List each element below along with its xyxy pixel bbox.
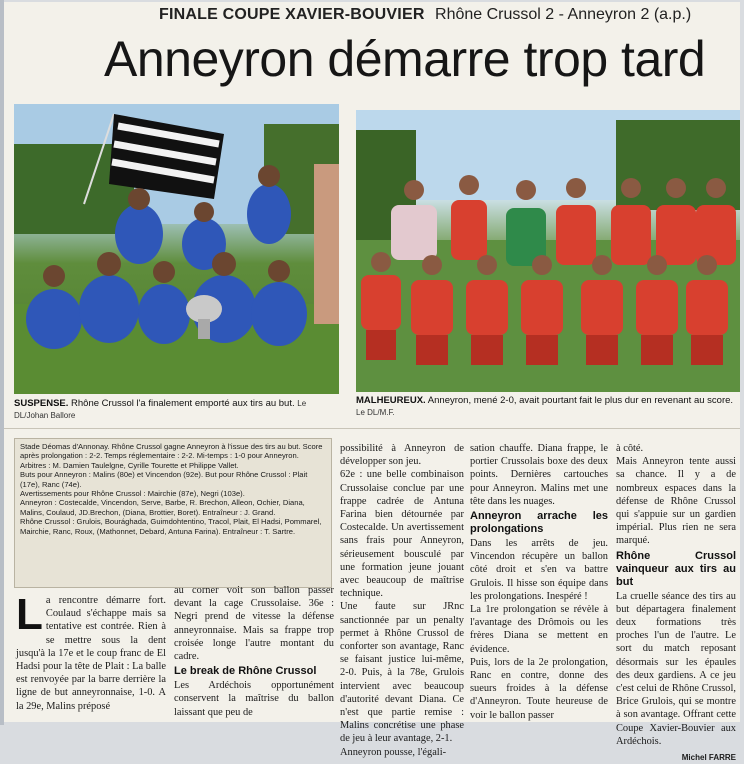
photo-celebration [14, 104, 339, 394]
caption-right [356, 395, 740, 419]
column-4-text-a: sation chauffe. Diana frappe, le portier Crussolais boxe des deux points. Dernières cartouches pour Anneyron. Malins met une tête dans les nuages. [470, 443, 608, 507]
caption-right-text: Anneyron, mené 2-0, avait pourtant fait le plus dur en revenant au score. [425, 395, 734, 406]
factbox-line: Arbitres : M. Damien Taulelgne, Cyrille Tourette et Philippe Vallet. [20, 460, 239, 470]
kicker-title: FINALE COUPE XAVIER-BOUVIER [159, 6, 425, 23]
factbox-line: Rhône Crussol : Grulois, Bourághada, Guimdohtentino, Tracol, Plait, El Hadsi, Pommarel, Mairchie, Ranc, Roux, (Mathonnet, Debard, Antuna Farina). Entraîneur : T. Sartre. [20, 517, 322, 536]
caption-left [14, 398, 339, 422]
column-4-text-d: Puis, lors de la 2e prolongation, Ranc en contre, donne des sueurs froides à la défense d'Anneyron. Toute heureuse de voir le ballon passer [470, 656, 608, 721]
column-5-text-b: Mais Anneyron tente aussi sa chance. Il y a de nombreux espaces dans la défense de Rhône Crussol qui s'appuie sur un gardien impérial. Plus rien ne sera marqué. [616, 456, 736, 547]
column-2-text-a: au corner voit son ballon passer devant la cage Crussolaise. 36e : Negri prend de vitesse la défense anneyronnaise. Mais sa frappe trop croisée longe l'autre montant du cadre. [174, 585, 334, 663]
factbox-line: Anneyron : Costecalde, Vincendon, Serve, Barbe, R. Brechon, Alleon, Ochier, Diana, Malins, Coulaud, JD.Brechon, (Diana, Brottier, Boret). Entraîneur : J. Grand. [20, 498, 305, 517]
team-illustration [356, 110, 740, 392]
column-3-text-d: Anneyron pousse, l'égali- [340, 746, 447, 758]
caption-left-credit: Le DL/Johan Ballore [14, 399, 307, 420]
factbox-line: Avertissements pour Rhône Crussol : Mairchie (87e), Negri (103e). [20, 489, 245, 499]
column-1-text: a rencontre démarre fort. Coulaud s'échappe mais sa tentative est contrée. Rien à se mettre sous la dent jusqu'à la 17e et le coup franc de El Hadsi pour la tête de Plait : La balle est renvoyée par la barre derrière la ligne de but anneyronnaise, 1-0. A la 29e, Malins préposé [16, 595, 166, 712]
column-1 [16, 590, 166, 713]
column-2-text-b: Les Ardéchois opportunément conservent la maîtrise du ballon laissant que peu de [174, 680, 334, 718]
caption-left-text: Rhône Crussol l'a finalement emporté aux tirs au but. [68, 398, 295, 409]
caption-left-bold: SUSPENSE. [14, 398, 69, 409]
column-5-text-c: La cruelle séance des tirs au but départagera finalement deux formations très proches l'un de l'autre. Le sort du match reposant désormais sur les épaules des deux gardiens. A ce jeu c'est celui de Rhône Crussol, Brice Grulois, qui se montre à son avantage. Offrant cette Coupe Xavier-Bouvier aux Ardéchois. [616, 590, 736, 747]
author-signature: Michel FARRE [681, 753, 736, 763]
column-3-text-b: 62e : une belle combinaison Crussolaise conclue par une frappe cadrée de Antuna Farina bien détournée par Costecalde. Un avertissement sans frais pour Anneyron, sérieusement bousculé par une formation jeune jouant avec beaucoup de maîtrise technique. [340, 469, 464, 600]
caption-right-credit: Le DL/M.F. [356, 408, 395, 417]
column-3-text-c: Une faute sur JRnc sanctionnée par un penalty permet à Rhône Crussol de conforter son avantage, Ranc se faisant justice lui-même, 2-0. Puis, à la 78e, Grulois intervient avec beaucoup d'autorité devant Diana. Ce n'est que partie remise : Malins concrétise une phase de jeu à leur avantage, 2-1. [340, 601, 464, 745]
column-4 [470, 442, 608, 722]
celebration-illustration [14, 104, 339, 394]
drop-cap: L [16, 590, 43, 639]
match-factbox [14, 438, 332, 588]
subheading-prolongations: Anneyron arrache les prolongations [470, 510, 608, 536]
caption-right-bold: MALHEUREUX. [356, 395, 426, 406]
factbox-line: Stade Déomas d'Annonay. Rhône Crussol gagne Anneyron à l'issue des tirs au but. Score après prolongation : 2-2. Temps réglementaire : 2-2. Mi-temps : 1-0 pour Anneyron. [20, 442, 323, 461]
kicker [159, 6, 719, 28]
column-3 [340, 442, 464, 759]
article-body [4, 434, 740, 763]
column-5-text-a: à côté. [616, 443, 644, 454]
column-3-text-a: possibilité à Anneyron de développer son jeu. [340, 443, 464, 468]
headline: Anneyron démarre trop tard [104, 31, 706, 87]
subheading-tirs-au-but: Rhône Crussol vainqueur aux tirs au but [616, 549, 736, 588]
section-divider [4, 428, 740, 429]
column-2 [174, 584, 334, 719]
subheading-break: Le break de Rhône Crussol [174, 665, 317, 678]
factbox-line: Buts pour Anneyron : Malins (80e) et Vincendon (92e). But pour Rhône Crussol : Plait (17e), Ranc (74e). [20, 470, 308, 489]
column-5 [616, 442, 736, 764]
kicker-score: Rhône Crussol 2 - Anneyron 2 (a.p.) [435, 6, 692, 23]
column-4-text-b: Dans les arrêts de jeu. Vincendon récupère un ballon côté droit et s'en va battre Grulois. Il hisse son équipe dans les prolongations. Inespéré ! [470, 538, 608, 602]
column-4-text-c: La 1re prolongation se révèle à l'avantage des Drômois ou les frères Diana se mettent en évidence. [470, 604, 608, 655]
newspaper-page [4, 2, 740, 763]
photo-team [356, 110, 740, 392]
